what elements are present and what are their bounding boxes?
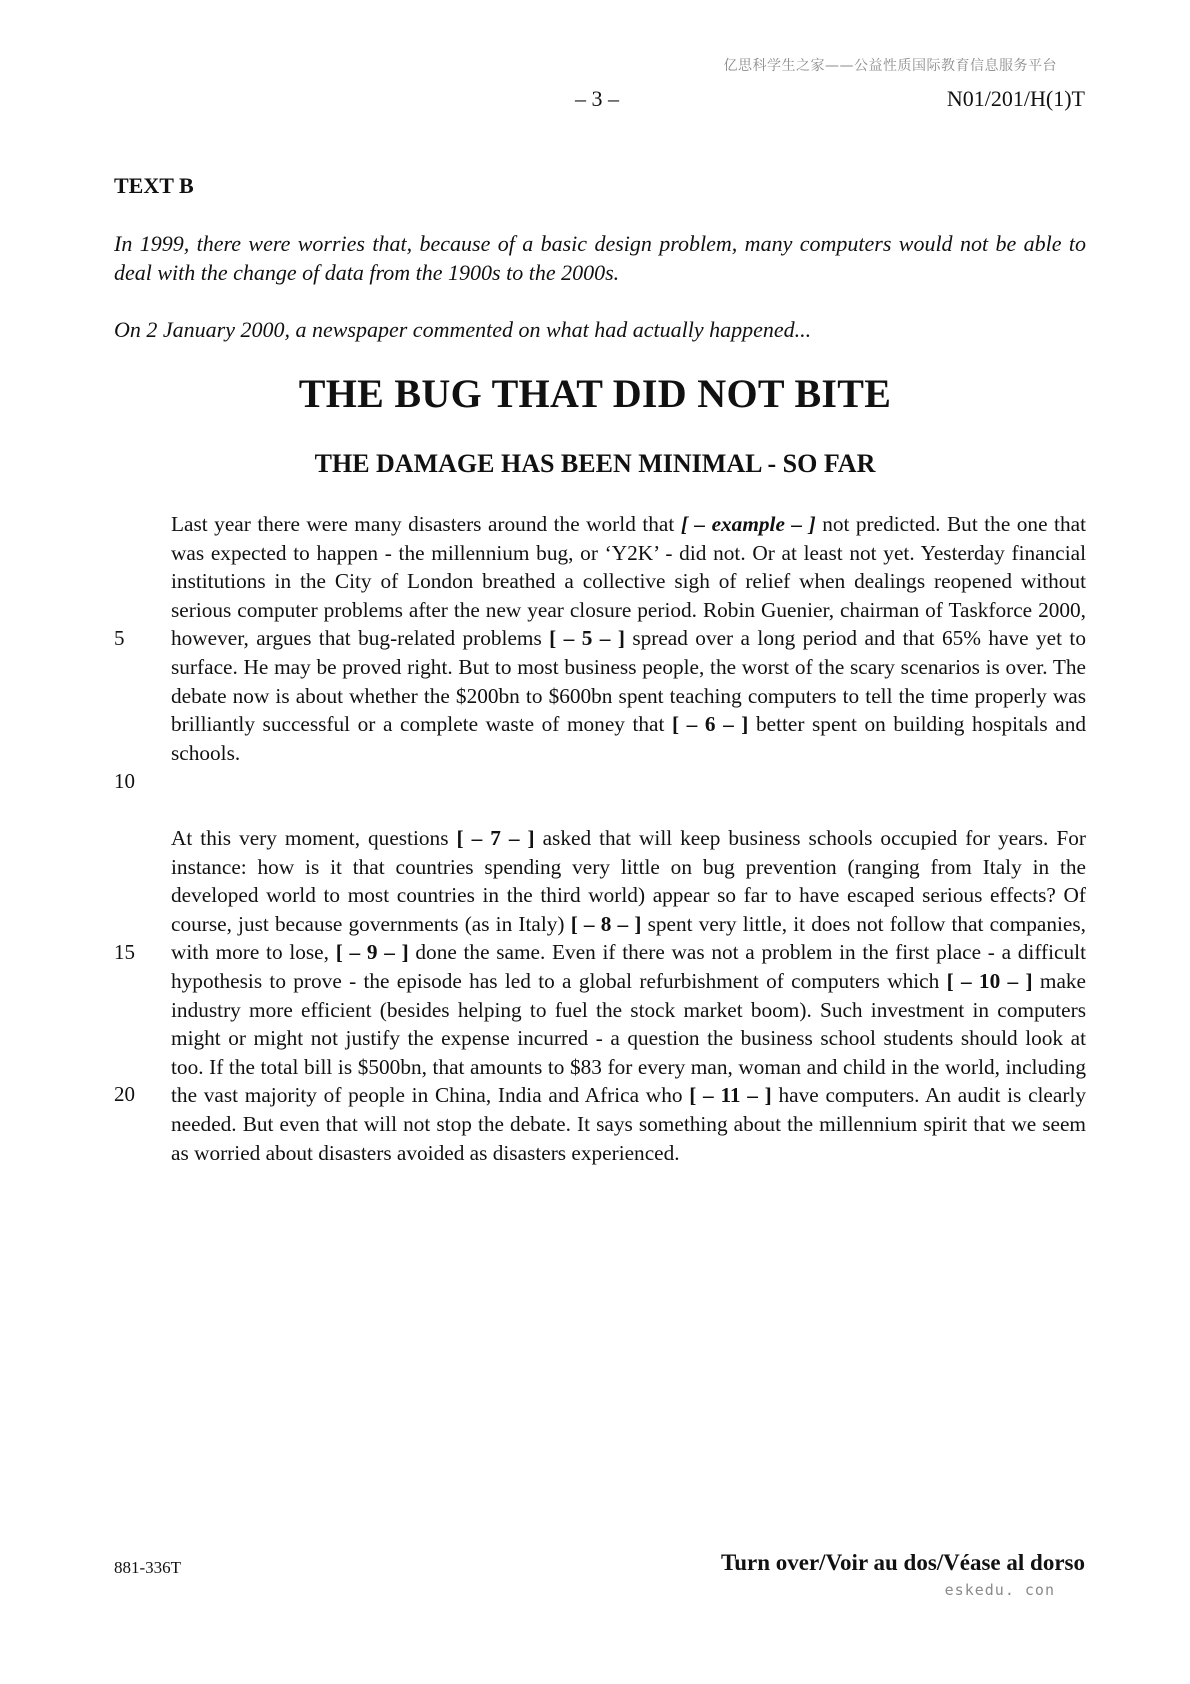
text-run: spent very little, it does not follow that companies, with more to lose, [171, 911, 1086, 965]
line-number-10: 10 [114, 769, 135, 793]
article-paragraph-2 [171, 824, 1086, 1167]
text-run: make industry more efficient (besides helping to fuel the stock market boom). Such investment in computers might or might not justify the expense incurred - a question the business school students should look at too. If the total bill is $500bn, that amounts to $83 for every man, woman and child in the world, including the vast majority of people in China, India and Africa who [171, 968, 1087, 1108]
gap-9: [ – 9 – ] [335, 940, 409, 965]
gap-11: [ – 11 – ] [689, 1083, 772, 1108]
text-run: asked that will keep business schools occupied for years. For instance: how is it that countries spending very little on bug prevention (ranging from Italy in the developed world to most countries in the third world) appear so far to have escaped serious effects? Of course, just because governments (as in Italy) [171, 826, 1086, 936]
text-run: better spent on building hospitals and schools. [171, 712, 1086, 765]
text-run: At this very moment, questions [171, 826, 449, 850]
watermark-top: 亿思科学生之家——公益性质国际教育信息服务平台 [723, 58, 1057, 74]
text-run: not predicted. But the one that was expected to happen - the millennium bug, or ‘Y2K’ - did not. Or at least not yet. Yesterday financial institutions in the City of London breathed a collective sigh of relief when dealings reopened without serious computer problems after the new year closure period. Robin Guenier, chairman of Taskforce 2000, however, argues that bug-related problems [171, 512, 1086, 651]
text-run: done the same. Even if there was not a problem in the first place - a difficult hypothesis to prove - the episode has led to a global refurbishment of computers which [171, 940, 1086, 993]
line-number-20: 20 [114, 1082, 135, 1106]
gap-example: [ – example – ] [680, 512, 816, 536]
article-paragraph-1 [171, 510, 1086, 767]
article-headline: THE BUG THAT DID NOT BITE [298, 371, 892, 416]
gap-10: [ – 10 – ] [946, 968, 1033, 993]
text-run: spread over a long period and that 65% have yet to surface. He may be proved right. But to most business people, the worst of the scary scenarios is over. The debate now is about whether the $200bn to $600bn spent teaching computers to tell the time properly was brilliantly successful or a complete waste of money that [171, 626, 1086, 737]
gap-6: [ – 6 – ] [672, 712, 749, 737]
line-number-5: 5 [114, 626, 125, 650]
page-number: – 3 – [575, 86, 619, 111]
footer-code: 881-336T [114, 1558, 182, 1577]
section-label: TEXT B [114, 173, 194, 198]
watermark-bottom: eskedu. con [944, 1581, 1055, 1599]
gap-5: [ – 5 – ] [549, 626, 625, 651]
line-number-15: 15 [114, 940, 135, 964]
turn-over-note: Turn over/Voir au dos/Véase al dorso [720, 1550, 1085, 1575]
intro-paragraph-1: In 1999, there were worries that, because of a basic design problem, many computers would not be able to deal with the change of data from the 1900s to the 2000s. [114, 231, 1086, 285]
gap-7: [ – 7 – ] [456, 826, 535, 850]
text-run: have computers. An audit is clearly needed. But even that will not stop the debate. It says something about the millennium spirit that we seem as worried about disasters avoided as disasters experienced. [171, 1083, 1086, 1165]
text-run: Last year there were many disasters around the world that [171, 512, 675, 536]
intro-paragraph-2: On 2 January 2000, a newspaper commented on what had actually happened... [114, 317, 812, 342]
gap-8: [ – 8 – ] [570, 911, 642, 936]
document-code: N01/201/H(1)T [946, 86, 1085, 111]
article-subheadline: THE DAMAGE HAS BEEN MINIMAL - SO FAR [314, 449, 876, 478]
